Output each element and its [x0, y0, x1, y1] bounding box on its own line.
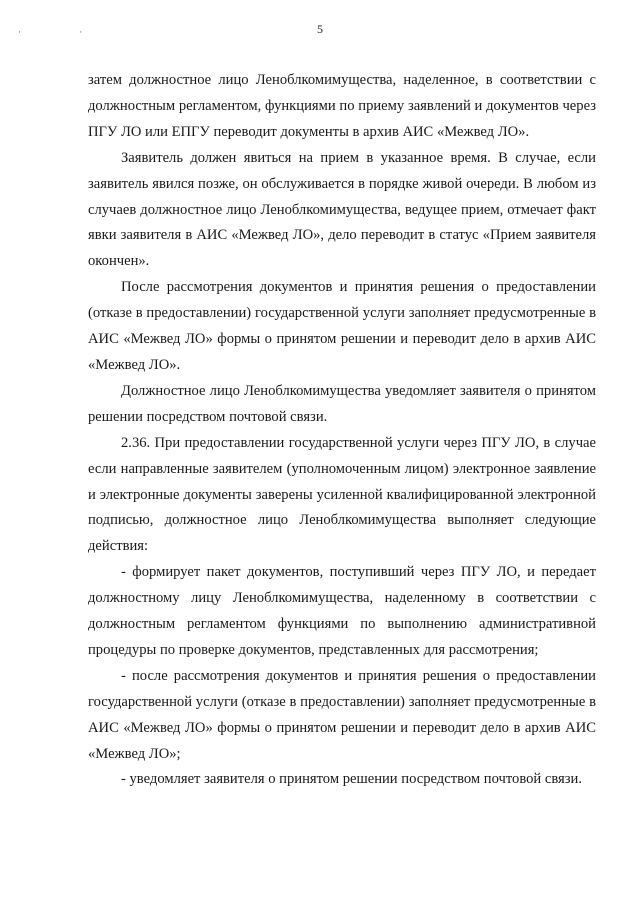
document-body: [88, 68, 596, 793]
scan-marks: · ·: [18, 27, 111, 37]
paragraph-decision: После рассмотрения документов и принятия решения о предоставлении (отказе в предоставлении) государственной услуги заполняет предусмотренные в АИС «Межвед ЛО» формы о принятом решении и переводит дело в архив АИС «Межвед ЛО».: [88, 279, 596, 373]
paragraph-continuation: затем должностное лицо Леноблкомимущества, наделенное, в соответствии с должностным регламентом, функциями по приему заявлений и документов через ПГУ ЛО или ЕПГУ переводит документы в архив АИС «Межвед ЛО».: [88, 72, 596, 140]
paragraph-2-36: 2.36. При предоставлении государственной услуги через ПГУ ЛО, в случае если направленные заявителем (уполномоченным лицом) электронное заявление и электронные документы заверены усиленной квалифицированной электронной подписью, должностное лицо Леноблкомимущества выполняет следующие действия:: [88, 434, 596, 555]
list-item-form-package: - формирует пакет документов, поступивший через ПГУ ЛО, и передает должностному лицу Леноблкомимущества, наделенному в соответствии с должностным регламентом функциями по выполнению административной процедуры по проверке документов, представленных для рассмотрения;: [88, 564, 596, 658]
list-item-fill-forms: - после рассмотрения документов и принятия решения о предоставлении государственной услуги (отказе в предоставлении) заполняет предусмотренные в АИС «Межвед ЛО» формы о принятом решении и переводит дело в архив АИС «Межвед ЛО»;: [88, 667, 596, 762]
paragraph-appointment: Заявитель должен явиться на прием в указанное время. В случае, если заявитель явился позже, он обслуживается в порядке живой очереди. В любом из случаев должностное лицо Леноблкомимущества, ведущее прием, отмечает факт явки заявителя в АИС «Межвед ЛО», дело переводит в статус «Прием заявителя окончен».: [88, 149, 596, 270]
page-number: 5: [317, 22, 323, 36]
list-item-notify: - уведомляет заявителя о принятом решении посредством почтовой связи.: [121, 771, 582, 788]
paragraph-notification: Должностное лицо Леноблкомимущества уведомляет заявителя о принятом решении посредством почтовой связи.: [88, 382, 596, 425]
